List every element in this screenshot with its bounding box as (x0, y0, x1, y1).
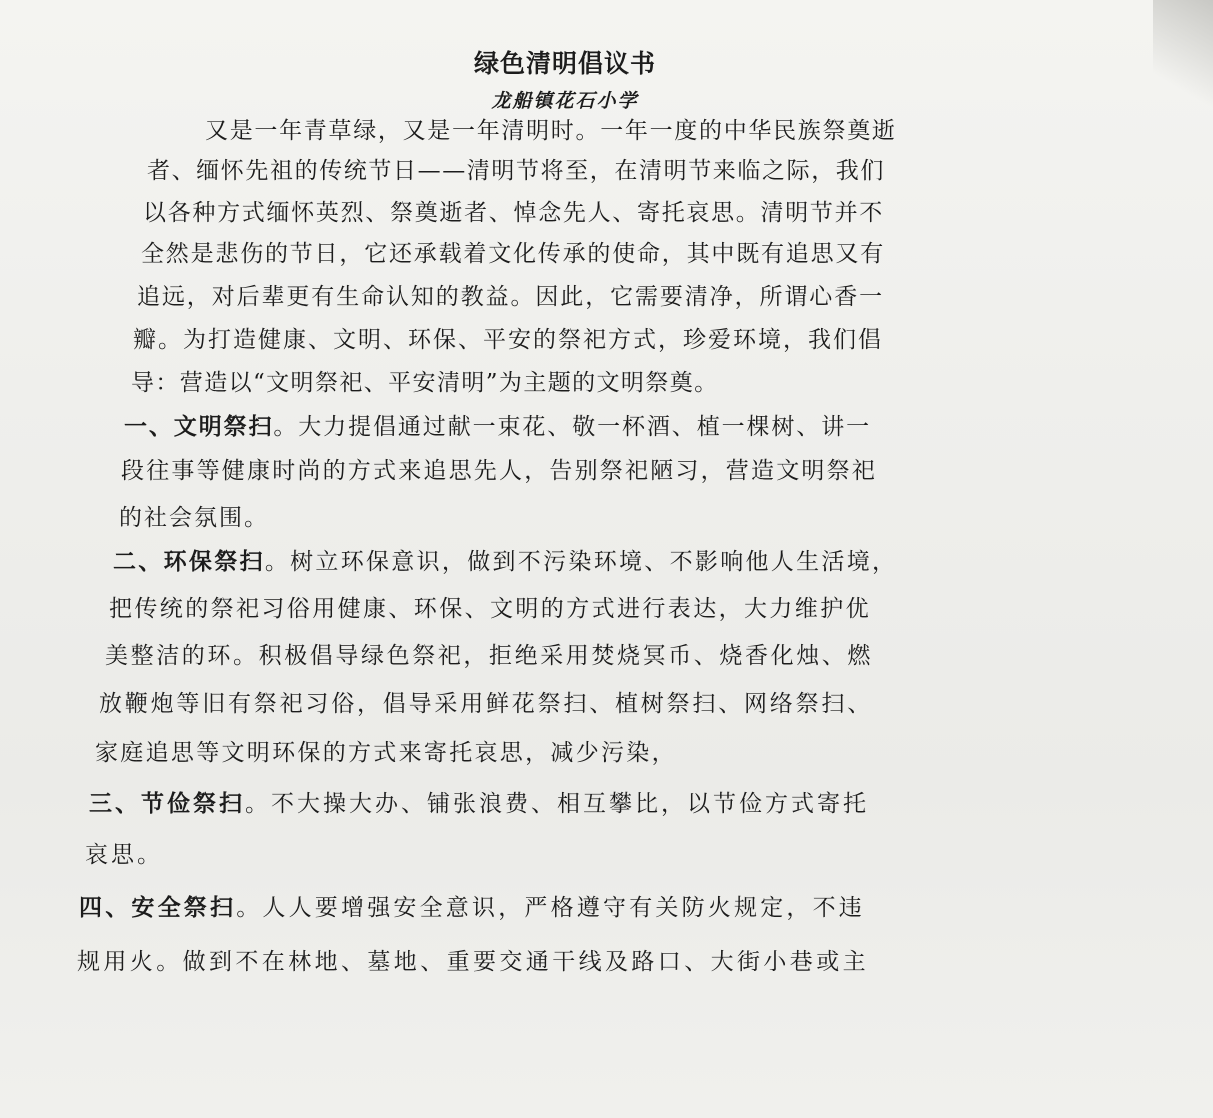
document-title: 绿色清明倡议书 (473, 49, 656, 78)
text-line-4: 全然是悲伤的节日，它还承载着文化传承的使命，其中既有追思又有 (141, 241, 885, 267)
text-line-6: 瓣。为打造健康、文明、环保、平安的祭祀方式，珍爱环境，我们倡 (133, 327, 883, 353)
text-line-7: 导：营造以“文明祭祀、平安清明”为主题的文明祭奠。 (131, 370, 719, 396)
paper-shadow (1153, 0, 1213, 120)
section-1-heading: 一、文明祭扫 (124, 414, 274, 440)
text-line-5: 追远，对后辈更有生命认知的教益。因此，它需要清净，所谓心香一 (137, 284, 884, 310)
section-1-line-3: 的社会氛围。 (119, 505, 269, 531)
section-4-line-2: 规用火。做到不在林地、墓地、重要交通干线及路口、大街小巷或主 (77, 949, 869, 975)
section-2-heading: 二、环保祭扫 (113, 549, 265, 575)
section-3-line-2: 哀思。 (85, 842, 163, 868)
text-line-1: 又是一年青草绿，又是一年清明时。一年一度的中华民族祭奠逝 (205, 118, 897, 144)
section-2-line-1: 二、环保祭扫。树立环保意识，做到不污染环境、不影响他人生活境， (113, 549, 898, 575)
text-line-2: 者、缅怀先祖的传统节日——清明节将至，在清明节来临之际，我们 (147, 158, 885, 184)
section-2-line-4: 放鞭炮等旧有祭祀习俗，倡导采用鲜花祭扫、植树祭扫、网络祭扫、 (99, 691, 873, 717)
section-2-line-3: 美整洁的环。积极倡导绿色祭祀，拒绝采用焚烧冥币、烧香化烛、燃 (105, 643, 873, 669)
section-1-line-2: 段往事等健康时尚的方式来追思先人，告别祭祀陋习，营造文明祭祀 (121, 458, 877, 484)
section-4-heading: 四、安全祭扫 (79, 895, 237, 921)
section-2-line-2: 把传统的祭祀习俗用健康、环保、文明的方式进行表达，大力维护优 (109, 596, 871, 622)
document-subtitle: 龙船镇花石小学 (491, 90, 639, 112)
section-3-heading: 三、节俭祭扫 (89, 791, 245, 817)
text-line-3: 以各种方式缅怀英烈、祭奠逝者、悼念先人、寄托哀思。清明节并不 (143, 200, 884, 226)
section-2-line-5: 家庭追思等文明环保的方式来寄托哀思，减少污染， (95, 740, 677, 766)
section-1-line-1: 一、文明祭扫。大力提倡通过献一束花、敬一杯酒、植一棵树、讲一 (124, 414, 872, 440)
section-4-line-1: 四、安全祭扫。人人要增强安全意识，严格遵守有关防火规定，不违 (79, 895, 866, 921)
section-3-line-1: 三、节俭祭扫。不大操大办、铺张浪费、相互攀比，以节俭方式寄托 (89, 791, 869, 817)
